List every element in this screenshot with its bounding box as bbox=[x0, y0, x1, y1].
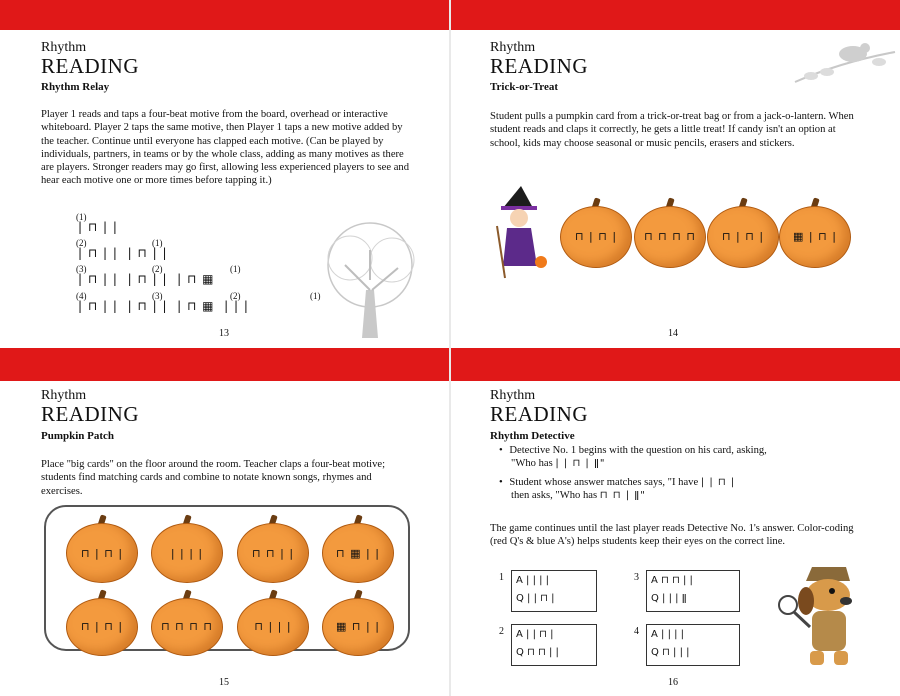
detective-dog-illustration bbox=[776, 561, 866, 671]
bullet-1-text-a: Detective No. 1 begins with the question on his card, asking, bbox=[509, 445, 767, 456]
rhythm-notes: | ⊓ | | bbox=[78, 220, 118, 234]
pumpkin-rhythm: ⊓ ▦ | | bbox=[336, 547, 380, 560]
pumpkin-card bbox=[151, 515, 223, 585]
rhythm-row-label: (1) bbox=[76, 212, 87, 222]
pumpkin-card bbox=[322, 590, 394, 660]
pumpkin-rhythm: ⊓ | ⊓ | bbox=[80, 620, 124, 633]
card-answer: A ⊓ ⊓ | | bbox=[651, 575, 693, 586]
card-number: 3 bbox=[634, 572, 639, 583]
card-question: Q ⊓ ⊓ | | bbox=[516, 647, 559, 658]
detective-card bbox=[511, 570, 597, 612]
pumpkin-card bbox=[322, 515, 394, 585]
page-number: 14 bbox=[668, 328, 678, 339]
page-16-subtitle: Rhythm Detective bbox=[490, 430, 575, 442]
page-14 bbox=[451, 30, 900, 348]
detective-card bbox=[646, 624, 740, 666]
page-14-header-small: Rhythm bbox=[490, 40, 536, 55]
page-16-header-big: READING bbox=[490, 402, 588, 426]
rhythm-row-label: (1) bbox=[310, 291, 321, 301]
pumpkin-card bbox=[560, 198, 632, 268]
page-spine bbox=[449, 0, 451, 696]
rhythm-row-label: (2) bbox=[230, 291, 241, 301]
card-number: 2 bbox=[499, 626, 504, 637]
pumpkin-rhythm: ⊓ ⊓ | | bbox=[251, 547, 295, 560]
tree-illustration bbox=[300, 220, 440, 340]
pumpkin-card bbox=[237, 590, 309, 660]
page-13-subtitle: Rhythm Relay bbox=[41, 81, 110, 93]
bullet-1-text-b: "Who has bbox=[511, 458, 553, 470]
page-13-header-small: Rhythm bbox=[41, 40, 87, 55]
page-number: 13 bbox=[219, 328, 229, 339]
rhythm-row-label: (4) bbox=[76, 291, 87, 301]
page-15-header-big: READING bbox=[41, 402, 139, 426]
page-15-header-small: Rhythm bbox=[41, 388, 87, 403]
pumpkin-card bbox=[151, 590, 223, 660]
card-answer: A | | | | bbox=[516, 575, 550, 586]
page-15-body: Place "big cards" on the floor around the room. Teacher claps a four-beat motive; students find matching cards and combine to notate known songs, rhymes and exercises. bbox=[41, 459, 386, 497]
pumpkin-rhythm: ⊓ ⊓ ⊓ ⊓ bbox=[161, 620, 213, 633]
rhythm-notes: | ⊓ | | | ⊓ | | | ⊓ ▦ | | | bbox=[78, 299, 249, 313]
pumpkin-rhythm: ▦ ⊓ | | bbox=[336, 620, 380, 633]
card-question: Q | | | ǁ bbox=[651, 593, 687, 604]
pumpkin-card bbox=[66, 590, 138, 660]
pumpkin-rhythm: ⊓ | ⊓ | bbox=[721, 230, 765, 243]
rhythm-row-label: (2) bbox=[152, 264, 163, 274]
pumpkin-rhythm: | | | | bbox=[170, 547, 204, 560]
card-answer: A | | ⊓ | bbox=[516, 629, 554, 640]
pumpkin-rhythm: ⊓ | ⊓ | bbox=[80, 547, 124, 560]
page-14-body: Student pulls a pumpkin card from a trick-or-treat bag or from a jack-o-lantern. When student reads and claps it correctly, he gets a little treat! If candy isn't an option at school, kids may choose seasonal or music pencils, erasers and stickers. bbox=[490, 111, 854, 149]
detective-card bbox=[646, 570, 740, 612]
pumpkin-rhythm: ⊓ | ⊓ | bbox=[574, 230, 618, 243]
rhythm-row-label: (1) bbox=[230, 264, 241, 274]
page-13 bbox=[0, 30, 449, 348]
page-14-subtitle: Trick-or-Treat bbox=[490, 81, 559, 93]
rhythm-notes: | ⊓ | | | ⊓ | | | ⊓ ▦ bbox=[78, 272, 215, 286]
page-number: 16 bbox=[668, 677, 678, 688]
card-question: Q ⊓ | | | bbox=[651, 647, 690, 658]
pumpkin-card bbox=[237, 515, 309, 585]
card-question: Q | | ⊓ | bbox=[516, 593, 555, 604]
bullet-2-text-a: Student whose answer matches says, "I have bbox=[509, 477, 699, 488]
bullet-2-text-b: then asks, "Who has bbox=[511, 490, 598, 502]
page-16 bbox=[451, 381, 900, 696]
page-16-header-small: Rhythm bbox=[490, 388, 536, 403]
bullet-2-notes-b: ⊓ ⊓ | ǁ" bbox=[599, 490, 646, 502]
pumpkin-rhythm: ⊓ ⊓ ⊓ ⊓ bbox=[644, 230, 696, 243]
card-number: 1 bbox=[499, 572, 504, 583]
rhythm-row-label: (2) bbox=[76, 238, 87, 248]
pumpkin-card bbox=[779, 198, 851, 268]
rhythm-row-label: (3) bbox=[152, 291, 163, 301]
pumpkin-rhythm: ⊓ | | | bbox=[254, 620, 292, 633]
bullet-1 bbox=[499, 444, 859, 471]
bullet-dot: • bbox=[499, 445, 503, 456]
rhythm-row-label: (3) bbox=[76, 264, 87, 274]
page-number: 15 bbox=[219, 677, 229, 688]
bullet-1-notes: | | ⊓ | ǁ" bbox=[555, 458, 606, 470]
rhythm-notes: | ⊓ | | | ⊓ | | bbox=[78, 246, 168, 260]
pumpkin-card bbox=[634, 198, 706, 268]
page-13-header-big: READING bbox=[41, 54, 139, 78]
rhythm-row-label: (1) bbox=[152, 238, 163, 248]
card-answer: A | | | | bbox=[651, 629, 685, 640]
page-15-subtitle: Pumpkin Patch bbox=[41, 430, 115, 442]
bullet-2-notes-a: | | ⊓ | bbox=[700, 477, 736, 488]
bullet-dot: • bbox=[499, 477, 503, 488]
pumpkin-rhythm: ▦ | ⊓ | bbox=[793, 230, 837, 243]
page-16-body: The game continues until the last player reads Detective No. 1's answer. Color-coding (red Q's & blue A's) helps students keep their eyes on the correct line. bbox=[490, 523, 854, 548]
card-number: 4 bbox=[634, 626, 639, 637]
bullet-2 bbox=[499, 476, 859, 503]
page-13-body: Player 1 reads and taps a four-beat motive from the board, overhead or interactive whiteboard. Player 2 taps the same motive, then Player 1 taps a new motive added by the teacher. Continue until everyone has clapped each motive. (Can be played by individuals, partners, in teams or by the whole class, adding as many motives as there are players. Stronger readers may go first, allowing less experienced players to see and hear each motive one or more times before tapping it.) bbox=[41, 109, 409, 187]
bird-branch-illustration bbox=[791, 32, 899, 92]
page-15 bbox=[0, 381, 449, 696]
page-14-header-big: READING bbox=[490, 54, 588, 78]
witch-illustration bbox=[493, 186, 553, 281]
pumpkin-card bbox=[66, 515, 138, 585]
pumpkin-card bbox=[707, 198, 779, 268]
detective-card bbox=[511, 624, 597, 666]
